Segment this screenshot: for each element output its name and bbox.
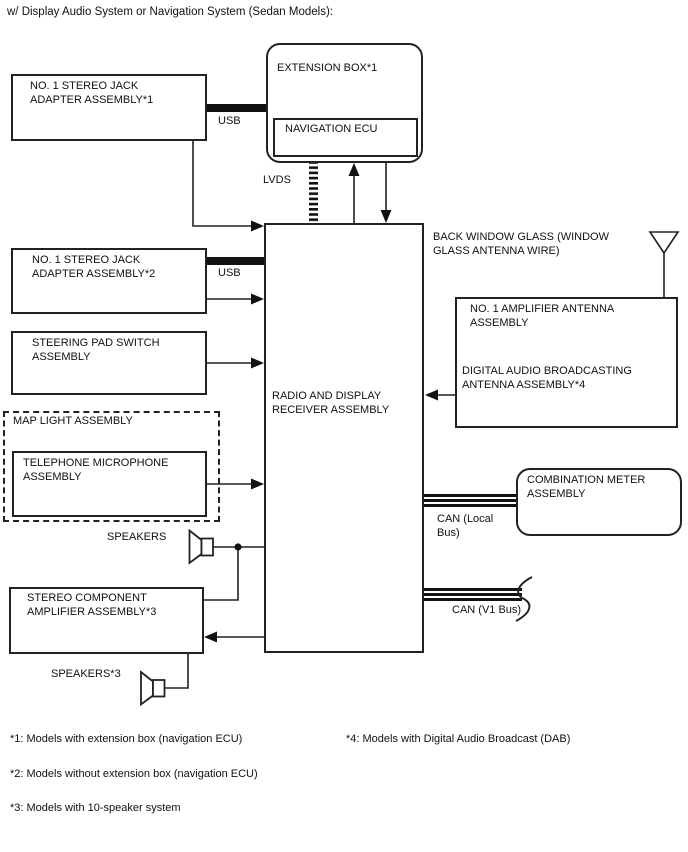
- arrowhead-down-radio: [381, 210, 392, 223]
- footnote-2: *2: Models without extension box (navigation ECU): [10, 768, 258, 780]
- usb-cable-1: [207, 104, 268, 112]
- footnote-1: *1: Models with extension box (navigation ECU): [10, 733, 243, 745]
- node-label: STEERING PAD SWITCH ASSEMBLY: [32, 337, 160, 363]
- can-v1-bus-cable: [424, 588, 522, 601]
- node-extension-box: [266, 43, 423, 163]
- arrowhead-steering: [251, 358, 264, 369]
- node-stereo-jack-2: [11, 248, 207, 314]
- node-label: DIGITAL AUDIO BROADCASTING ANTENNA ASSEMBLY*4: [462, 365, 632, 391]
- speakers-3-label: SPEAKERS*3: [51, 668, 121, 680]
- node-label: TELEPHONE MICROPHONE ASSEMBLY: [23, 457, 169, 483]
- back-window-glass-label: BACK WINDOW GLASS (WINDOW GLASS ANTENNA WIRE): [433, 231, 609, 257]
- node-label: NAVIGATION ECU: [285, 123, 378, 135]
- node-label: STEREO COMPONENT AMPLIFIER ASSEMBLY*3: [27, 592, 157, 618]
- arrowhead-telephone: [251, 479, 264, 490]
- speaker-icon: [190, 531, 214, 564]
- arrowhead-stereo1: [251, 221, 264, 232]
- can-local-bus-cable: [424, 494, 517, 507]
- node-navigation-ecu: [273, 118, 418, 157]
- node-label: MAP LIGHT ASSEMBLY: [13, 415, 133, 427]
- antenna-icon: [650, 232, 678, 253]
- arrowhead-stereo2: [251, 294, 264, 305]
- usb-label-2: USB: [218, 267, 241, 279]
- arrowhead-amplifier: [204, 632, 217, 643]
- node-stereo-amplifier: [9, 587, 204, 654]
- footnote-3: *3: Models with 10-speaker system: [10, 802, 181, 814]
- arrowhead-up-extension: [349, 163, 360, 176]
- node-radio-receiver: [264, 223, 424, 653]
- usb-label-1: USB: [218, 115, 241, 127]
- node-label: EXTENSION BOX*1: [277, 62, 378, 74]
- wire-amplifier-to-speaker3: [164, 652, 188, 688]
- node-amplifier-antenna: [455, 297, 678, 428]
- can-local-bus-label: CAN (Local Bus): [437, 513, 494, 539]
- node-steering-pad-switch: [11, 331, 207, 395]
- node-telephone-microphone: [12, 451, 207, 517]
- can-v1-bus-label: CAN (V1 Bus): [452, 604, 522, 616]
- node-label: NO. 1 AMPLIFIER ANTENNA ASSEMBLY: [470, 303, 614, 329]
- lvds-label: LVDS: [263, 174, 291, 186]
- speakers-label: SPEAKERS: [107, 531, 167, 543]
- junction-dot: [234, 543, 241, 550]
- node-stereo-jack-1: [11, 74, 207, 141]
- node-label: RADIO AND DISPLAY RECEIVER ASSEMBLY: [272, 390, 390, 416]
- footnote-4: *4: Models with Digital Audio Broadcast (DAB): [346, 733, 571, 745]
- arrowhead-antenna: [425, 390, 438, 401]
- node-label: NO. 1 STEREO JACK ADAPTER ASSEMBLY*1: [30, 80, 154, 106]
- wire-stereo1-to-radio: [193, 141, 252, 226]
- diagram-title: w/ Display Audio System or Navigation System (Sedan Models):: [7, 6, 333, 18]
- node-label: COMBINATION METER ASSEMBLY: [527, 474, 646, 500]
- usb-cable-2: [207, 257, 265, 265]
- lvds-cable: [309, 163, 318, 223]
- speaker-3-icon: [141, 672, 165, 705]
- node-label: NO. 1 STEREO JACK ADAPTER ASSEMBLY*2: [32, 254, 156, 280]
- node-combination-meter: [516, 468, 682, 536]
